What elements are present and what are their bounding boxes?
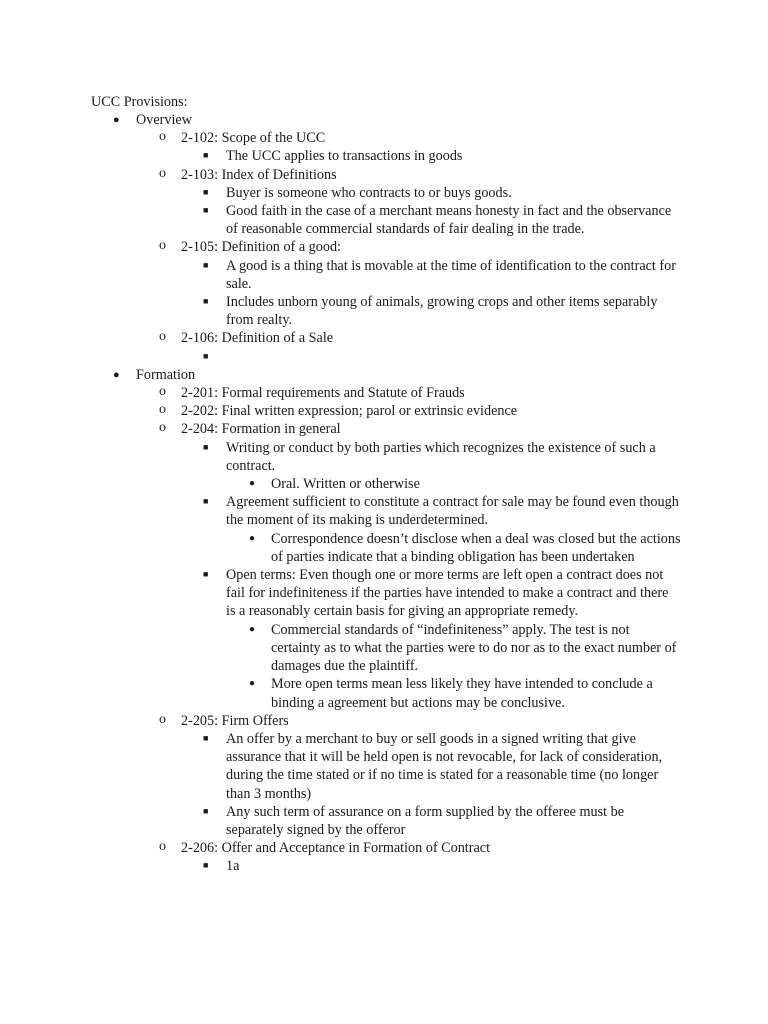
- subsection-item: [159, 384, 696, 402]
- item-text: [226, 348, 681, 366]
- subsection-item: [159, 329, 696, 365]
- subsection-item: [159, 420, 696, 711]
- bullet-marker: ●: [249, 678, 256, 690]
- sub-item-list: [249, 621, 681, 712]
- section-label: Formation: [136, 366, 196, 383]
- sub-item-list: [249, 530, 681, 566]
- subsection-heading: 2-103: Index of Definitions: [181, 166, 337, 183]
- subsection-item: [159, 129, 696, 165]
- subsection-heading: 2-206: Offer and Acceptance in Formation of Contract: [181, 840, 491, 857]
- list-item: [203, 202, 681, 238]
- sub-list-item: [249, 675, 681, 711]
- subsection-heading: 2-205: Firm Offers: [181, 712, 289, 729]
- bullet-marker: o: [159, 129, 166, 145]
- list-item: [203, 147, 681, 165]
- list-item: [203, 493, 681, 566]
- item-list: [203, 857, 681, 875]
- subsection-heading: 2-106: Definition of a Sale: [181, 330, 334, 347]
- sub-item-text: Oral. Written or otherwise: [271, 476, 420, 493]
- list-item: [203, 184, 681, 202]
- bullet-marker: ■: [203, 350, 209, 361]
- item-text: An offer by a merchant to buy or sell goods in a signed writing that give assurance that it will be held open is not revocable, for lack of consideration, during the time stated or if no time is stated for a reasonable time (no longer than 3 months): [226, 730, 663, 802]
- bullet-marker: ●: [249, 623, 256, 635]
- bullet-marker: ■: [203, 569, 209, 580]
- item-text: Good faith in the case of a merchant means honesty in fact and the observance of reasonable commercial standards of fair dealing in the trade.: [226, 203, 672, 238]
- bullet-marker: ■: [203, 259, 209, 270]
- bullet-marker: o: [159, 165, 166, 181]
- bullet-marker: ●: [249, 532, 256, 544]
- item-text: Buyer is someone who contracts to or buys goods.: [226, 184, 512, 201]
- bullet-marker: ■: [203, 296, 209, 307]
- list-item: [203, 857, 681, 875]
- item-text: A good is a thing that is movable at the time of identification to the contract for sale.: [226, 257, 676, 292]
- item-text: Includes unborn young of animals, growing crops and other items separably from realty.: [226, 294, 658, 329]
- subsection-heading: 2-102: Scope of the UCC: [181, 130, 326, 147]
- subsection-item: [159, 165, 696, 239]
- item-text: Agreement sufficient to constitute a contract for sale may be found even though the moment of its making is underdetermined.: [226, 494, 679, 529]
- list-item: [203, 348, 681, 366]
- bullet-marker: ●: [113, 114, 120, 126]
- sub-list-item: [249, 475, 681, 493]
- list-item: [203, 730, 681, 803]
- item-list: [203, 257, 681, 330]
- bullet-marker: o: [159, 420, 166, 436]
- list-item: [203, 566, 681, 712]
- subsection-heading: 2-202: Final written expression; parol or extrinsic evidence: [181, 403, 518, 420]
- bullet-marker: o: [159, 384, 166, 400]
- item-list: [203, 730, 681, 839]
- subsection-heading: 2-201: Formal requirements and Statute of Frauds: [181, 385, 465, 402]
- sub-item-text: Correspondence doesn’t disclose when a deal was closed but the actions of parties indicate that a binding obligation has been undertaken: [271, 530, 681, 565]
- sub-item-text: More open terms mean less likely they have intended to conclude a binding a agreement but actions may be conclusive.: [271, 676, 653, 711]
- item-list: [203, 439, 681, 712]
- sub-list-item: [249, 530, 681, 566]
- bullet-marker: ■: [203, 441, 209, 452]
- bullet-marker: ■: [203, 805, 209, 816]
- bullet-marker: o: [159, 839, 166, 855]
- bullet-marker: ■: [203, 860, 209, 871]
- subsection-list: [159, 129, 696, 366]
- subsection-item: [159, 839, 696, 875]
- list-item: [203, 439, 681, 494]
- item-list: [203, 348, 681, 366]
- bullet-marker: ●: [249, 478, 256, 490]
- list-item: [203, 257, 681, 293]
- subsection-list: [159, 384, 696, 875]
- sub-item-list: [249, 475, 681, 493]
- bullet-marker: ■: [203, 496, 209, 507]
- item-text: 1a: [226, 858, 240, 875]
- outline-list: [113, 111, 696, 876]
- bullet-marker: ■: [203, 150, 209, 161]
- subsection-heading: 2-204: Formation in general: [181, 421, 341, 438]
- bullet-marker: ●: [113, 368, 120, 381]
- subsection-heading: 2-105: Definition of a good:: [181, 239, 341, 256]
- item-text: The UCC applies to transactions in goods: [226, 148, 463, 165]
- item-list: [203, 184, 681, 239]
- section-item: [113, 366, 696, 876]
- bullet-marker: ■: [203, 186, 209, 197]
- item-list: [203, 147, 681, 165]
- list-item: [203, 803, 681, 839]
- bullet-marker: ■: [203, 205, 209, 216]
- item-text: Open terms: Even though one or more terms are left open a contract does not fail for indefiniteness if the parties have intended to make a contract and there is a reasonably certain basis for giving an appropriate remedy.: [226, 567, 669, 620]
- list-item: [203, 293, 681, 329]
- subsection-item: [159, 711, 696, 839]
- sub-list-item: [249, 621, 681, 676]
- document-title: UCC Provisions:: [91, 94, 188, 110]
- item-text: Writing or conduct by both parties which recognizes the existence of such a contract.: [226, 439, 656, 474]
- subsection-item: [159, 238, 696, 329]
- section-label: Overview: [136, 112, 192, 128]
- bullet-marker: o: [159, 238, 166, 254]
- bullet-marker: ■: [203, 732, 209, 743]
- sub-item-text: Commercial standards of “indefiniteness” apply. The test is not certainty as to what the parties were to do nor as to the exact number of damages due the plaintiff.: [271, 621, 677, 675]
- subsection-item: [159, 402, 696, 420]
- section-item: [113, 111, 696, 366]
- bullet-marker: o: [159, 402, 166, 418]
- bullet-marker: o: [159, 711, 166, 727]
- bullet-marker: o: [159, 329, 166, 345]
- item-text: Any such term of assurance on a form supplied by the offeree must be separately signed by the offeror: [226, 803, 625, 838]
